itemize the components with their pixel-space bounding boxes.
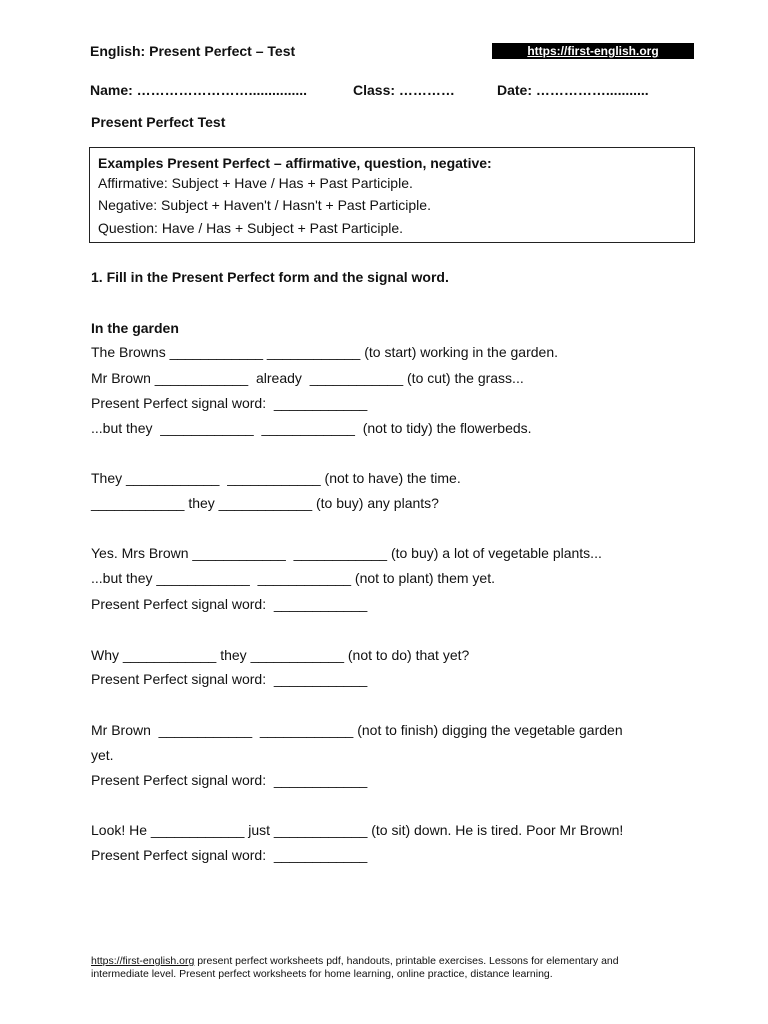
exercise-line: Yes. Mrs Brown ____________ ____________ (to buy) a lot of vegetable plants...	[91, 545, 602, 561]
task-subheading: In the garden	[91, 320, 179, 336]
exercise-line: The Browns ____________ ____________ (to start) working in the garden.	[91, 344, 558, 360]
exercise-line-continued: yet.	[91, 747, 114, 763]
exercise-line: ____________ they ____________ (to buy) any plants?	[91, 495, 439, 511]
footer-text-line1: present perfect worksheets pdf, handouts, printable exercises. Lessons for elementary and	[194, 955, 619, 967]
exercise-line: ...but they ____________ ____________ (not to plant) them yet.	[91, 570, 495, 586]
signal-word-line: Present Perfect signal word: ____________	[91, 395, 368, 411]
signal-word-line: Present Perfect signal word: ____________	[91, 671, 368, 687]
date-field: Date: ……………...........	[497, 82, 649, 98]
exercise-line: Mr Brown ____________ ____________ (not to finish) digging the vegetable garden	[91, 722, 623, 738]
signal-word-line: Present Perfect signal word: ____________	[91, 772, 368, 788]
examples-box	[89, 147, 695, 243]
section-title: Present Perfect Test	[91, 114, 226, 130]
example-affirmative: Affirmative: Subject + Have / Has + Past Participle.	[98, 175, 413, 191]
example-negative: Negative: Subject + Haven't / Hasn't + Past Participle.	[98, 197, 431, 213]
class-field: Class: …………	[353, 82, 455, 98]
exercise-line: They ____________ ____________ (not to have) the time.	[91, 470, 461, 486]
exercise-line: Look! He ____________ just ____________ (to sit) down. He is tired. Poor Mr Brown!	[91, 822, 624, 838]
signal-word-line: Present Perfect signal word: ____________	[91, 847, 368, 863]
header-url-link[interactable]: https://first-english.org	[492, 43, 694, 59]
footer-text-line2: intermediate level. Present perfect worksheets for home learning, online practice, distance learning.	[91, 968, 553, 980]
exercise-line: ...but they ____________ ____________ (not to tidy) the flowerbeds.	[91, 420, 532, 436]
exercise-line: Why ____________ they ____________ (not to do) that yet?	[91, 647, 470, 663]
footer-link[interactable]: https://first-english.org	[91, 955, 195, 967]
examples-heading: Examples Present Perfect – affirmative, question, negative:	[98, 155, 492, 171]
worksheet-title: English: Present Perfect – Test	[90, 43, 296, 59]
exercise-line: Mr Brown ____________ already ____________ (to cut) the grass...	[91, 370, 524, 386]
task-heading: 1. Fill in the Present Perfect form and the signal word.	[91, 269, 449, 285]
footer-note	[91, 955, 701, 981]
name-field: Name: ……………………...............	[90, 82, 308, 98]
signal-word-line: Present Perfect signal word: ____________	[91, 596, 368, 612]
example-question: Question: Have / Has + Subject + Past Participle.	[98, 220, 404, 236]
